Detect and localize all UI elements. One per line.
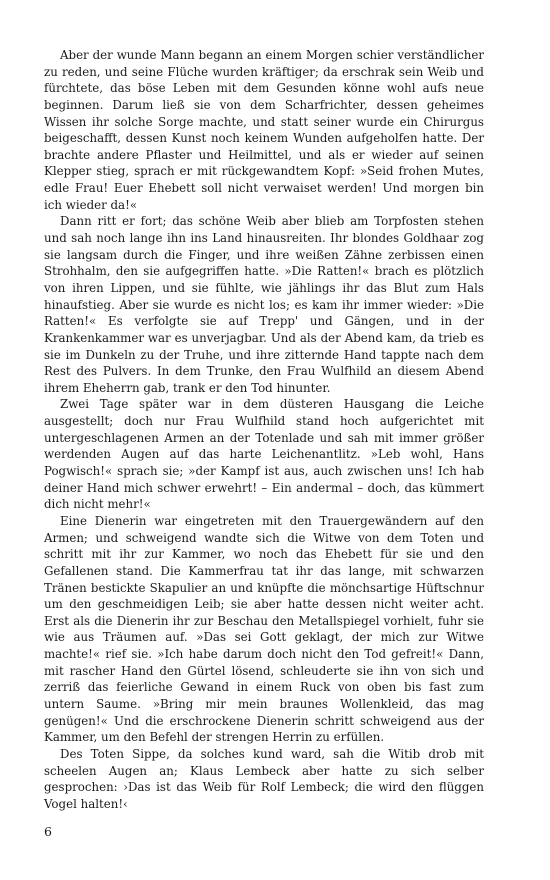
paragraph: Dann ritt er fort; das schöne Weib aber blieb am Torpfosten stehen und sah noch lange ihn ins Land hinausreiten. Ihr blondes Goldhaar zog sie langsam durch die Finger, und ihre weißen Zähne zerbissen einen Strohhalm, den sie aufgegriffen hatte. »Die Ratten!« brach es plötzlich von ihren Lippen, und sie fühlte, wie jählings ihr das Blut zum Hals hinaufstieg. Aber sie wurde es nicht los; es kam ihr immer wieder: »Die Ratten!« Es verfolgte sie auf Trepp' und Gängen, und in der Krankenkammer war es unverjagbar. Und als der Abend kam, da trieb es sie im Dunkeln zu der Truhe, und ihre zitternde Hand tappte nach dem Rest des Pulvers. In dem Trunke, den Frau Wulfhild an diesem Abend ihrem Eheherrn gab, trank er den Tod hinunter. <box>44 214 484 395</box>
paragraph: Aber der wunde Mann begann an einem Morgen schier verständlicher zu reden, und seine Flüche wurden kräftiger; da erschrak sein Weib und fürchtete, das böse Leben mit dem Gesunden könne wohl aufs neue beginnen. Darum ließ sie von dem Scharfrichter, dessen geheimes Wissen ihr solche Sorge machte, und statt seiner wurde ein Chirurgus beigeschafft, dessen Kunst noch keinem Wunden aufgeholfen hatte. Der brachte andere Pflaster und Heilmittel, und als er wieder auf seinen Klepper stieg, sprach er mit rückgewandtem Kopf: »Seid frohen Mutes, edle Frau! Euer Ehebett soll nicht verwaiset werden! Und morgen bin ich wieder da!« <box>44 48 484 212</box>
paragraph: Zwei Tage später war in dem düsteren Hausgang die Leiche ausgestellt; doch nur Frau Wulfhild stand hoch aufgerichtet mit untergeschlagenen Armen an der Totenlade und sah mit immer größer werdenden Augen auf das harte Leichenantlitz. »Leb wohl, Hans Pogwisch!« sprach sie; »der Kampf ist aus, auch zwischen uns! Ich hab deiner Hand mich schwer erwehrt! – Ein andermal – doch, das kümmert dich nicht mehr!« <box>44 397 484 512</box>
paragraph: Des Toten Sippe, da solches kund ward, sah die Witib drob mit scheelen Augen an; Klaus Lembeck aber hatte zu sich selber gesprochen: ›Das ist das Weib für Rolf Lembeck; die wird den flüggen Vogel halten!‹ <box>44 746 484 811</box>
paragraph: Eine Dienerin war eingetreten mit den Trauergewändern auf den Armen; und schweigend wandte sich die Witwe von dem Toten und schritt mit ihr zur Kammer, wo noch das Ehebett für sie und den Gefallenen stand. Die Kammerfrau tat ihr das lange, mit schwarzen Tränen bestickte Skapulier an und knüpfte die mönchsartige Hüftschnur um den geschmeidigen Leib; sie aber hatte dessen nicht weiter acht. Erst als die Dienerin ihr zur Beschau den Metallspiegel vorhielt, fuhr sie wie aus Träumen auf. »Das sei Gott geklagt, der mich zur Witwe machte!« rief sie. »Ich habe darum doch nicht den Tod gefreit!« Dann, mit rascher Hand den Gürtel lösend, schleuderte sie ihn von sich und zerriß das feierliche Gewand in einem Ruck von oben bis fast zum untern Saume. »Bring mir mein braunes Wollenkleid, das mag genügen!« Und die erschrockene Dienerin schritt schweigend aus der Kammer, um den Befehl der strengen Herrin zu erfüllen. <box>44 513 484 745</box>
body-text <box>44 47 484 812</box>
page-number: 6 <box>44 824 52 839</box>
